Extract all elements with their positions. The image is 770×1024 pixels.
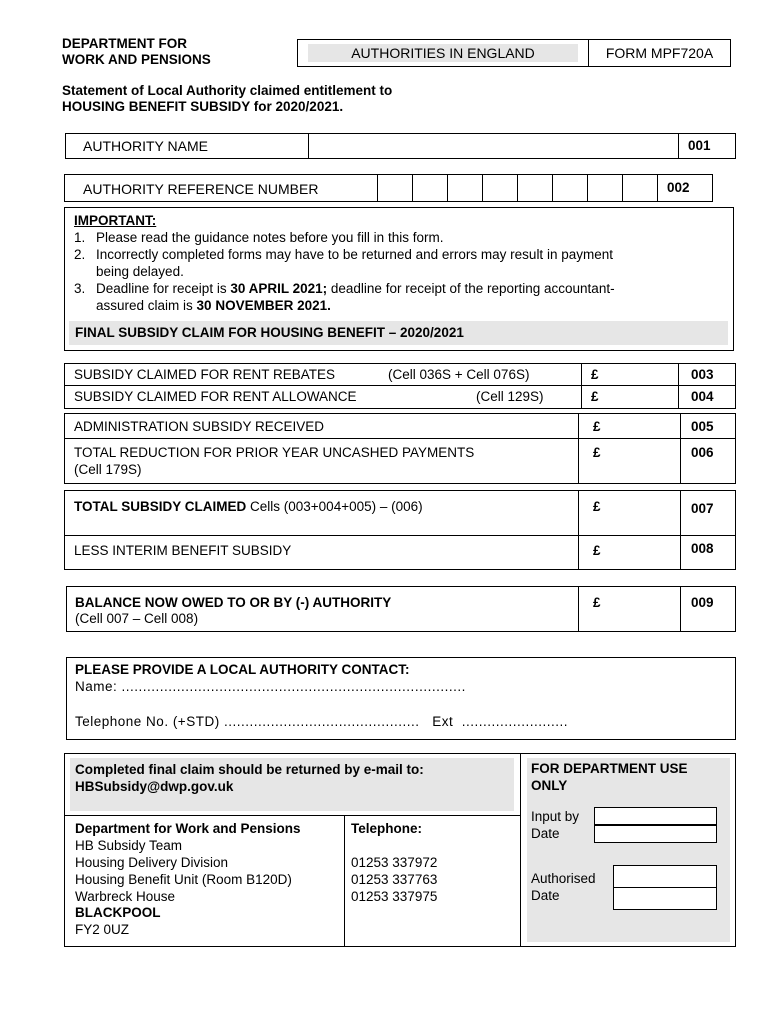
- department-title-line1: DEPARTMENT FOR: [62, 36, 187, 51]
- admin-subsidy-table: [64, 413, 736, 484]
- important-item-3-line2: assured claim is 30 NOVEMBER 2021.: [96, 298, 331, 313]
- currency-symbol: £: [591, 367, 599, 382]
- row-004-label: SUBSIDY CLAIMED FOR RENT ALLOWANCE: [74, 389, 357, 404]
- contact-telephone-field[interactable]: Telephone No. (+STD) .............................................. Ext .........................: [75, 714, 569, 729]
- row-009-label-line2: (Cell 007 – Cell 008): [75, 611, 199, 626]
- telephone-number: 01253 337763: [351, 872, 438, 887]
- address-line: Housing Benefit Unit (Room B120D): [75, 872, 292, 887]
- contact-name-field[interactable]: Name: .................................................................................: [75, 679, 466, 694]
- statement-line2: HOUSING BENEFIT SUBSIDY for 2020/2021.: [62, 99, 344, 114]
- address-postcode: FY2 0UZ: [75, 922, 130, 937]
- ref-digit-box[interactable]: [623, 175, 657, 201]
- contact-box: [66, 657, 736, 740]
- important-title: IMPORTANT:: [74, 213, 157, 228]
- cell-003: 003: [691, 367, 714, 382]
- telephone-number: 01253 337975: [351, 889, 438, 904]
- authority-ref-label: AUTHORITY REFERENCE NUMBER: [83, 181, 319, 197]
- cell-006: 006: [691, 445, 714, 460]
- input-by-label: Input by: [531, 809, 580, 824]
- row-009-amount-input[interactable]: [605, 587, 679, 631]
- department-use-title-line2: ONLY: [531, 778, 568, 793]
- row-006-amount-input[interactable]: [605, 439, 679, 483]
- authority-name-label: AUTHORITY NAME: [83, 138, 208, 154]
- cell-001: 001: [688, 138, 711, 153]
- important-item-3-line1: Deadline for receipt is 30 APRIL 2021; deadline for receipt of the reporting accountant-: [96, 281, 615, 296]
- row-004-cells: (Cell 129S): [476, 389, 544, 404]
- address-title: Department for Work and Pensions: [75, 821, 301, 836]
- rent-subsidy-table: [64, 363, 736, 409]
- interim-subsidy-row: [64, 535, 736, 570]
- email-address[interactable]: HBSubsidy@dwp.gov.uk: [75, 779, 234, 794]
- address-line: HB Subsidy Team: [75, 838, 183, 853]
- authorised-date-label: Date: [531, 888, 560, 903]
- email-banner: [70, 758, 514, 811]
- ref-digit-box[interactable]: [518, 175, 552, 201]
- final-claim-title: FINAL SUBSIDY CLAIM FOR HOUSING BENEFIT – 2020/2021: [75, 325, 464, 340]
- item-number: 3.: [74, 281, 86, 296]
- row-006-label-line2: (Cell 179S): [74, 462, 142, 477]
- authorities-box: [297, 39, 589, 67]
- currency-symbol: £: [593, 419, 601, 434]
- contact-title: PLEASE PROVIDE A LOCAL AUTHORITY CONTACT:: [75, 662, 410, 677]
- telephone-title: Telephone:: [351, 821, 423, 836]
- address-line: Housing Delivery Division: [75, 855, 229, 870]
- item-number: 2.: [74, 247, 86, 262]
- return-info-box: [64, 753, 736, 947]
- authority-ref-row: [64, 174, 713, 202]
- ref-digit-box[interactable]: [553, 175, 587, 201]
- cell-004: 004: [691, 389, 714, 404]
- row-007-label: TOTAL SUBSIDY CLAIMED Cells (003+004+005) – (006): [74, 499, 423, 514]
- row-003-amount-input[interactable]: [603, 364, 677, 385]
- authorised-date-field[interactable]: [613, 887, 717, 910]
- balance-row: [66, 586, 736, 632]
- authorities-label: AUTHORITIES IN ENGLAND: [351, 45, 535, 61]
- form-code-box: [588, 39, 731, 67]
- address-line: Warbreck House: [75, 889, 176, 904]
- ref-digit-box[interactable]: [378, 175, 412, 201]
- cell-008: 008: [691, 541, 714, 556]
- final-claim-banner: [69, 321, 728, 345]
- department-use-title-line1: FOR DEPARTMENT USE: [531, 761, 688, 776]
- important-item-2-line2: being delayed.: [96, 264, 184, 279]
- telephone-number: 01253 337972: [351, 855, 438, 870]
- total-subsidy-row: [64, 490, 736, 536]
- important-item-1: Please read the guidance notes before you fill in this form.: [96, 230, 444, 245]
- input-date-label: Date: [531, 826, 560, 841]
- input-by-field[interactable]: [594, 807, 717, 825]
- currency-symbol: £: [591, 389, 599, 404]
- ref-digit-box[interactable]: [483, 175, 517, 201]
- cell-007: 007: [691, 501, 714, 516]
- email-instruction: Completed final claim should be returned by e-mail to:: [75, 762, 424, 777]
- currency-symbol: £: [593, 499, 601, 514]
- department-use-panel: [527, 758, 730, 942]
- row-009-label-line1: BALANCE NOW OWED TO OR BY (-) AUTHORITY: [75, 595, 392, 610]
- currency-symbol: £: [593, 445, 601, 460]
- row-003-label: SUBSIDY CLAIMED FOR RENT REBATES: [74, 367, 336, 382]
- row-007-amount-input[interactable]: [605, 491, 679, 535]
- item-number: 1.: [74, 230, 86, 245]
- form-code: FORM MPF720A: [605, 45, 714, 61]
- authorised-label: Authorised: [531, 871, 596, 886]
- row-005-amount-input[interactable]: [605, 414, 679, 438]
- currency-symbol: £: [593, 595, 601, 610]
- cell-005: 005: [691, 419, 714, 434]
- address-city: BLACKPOOL: [75, 905, 161, 920]
- ref-digit-box[interactable]: [448, 175, 482, 201]
- ref-digit-box[interactable]: [413, 175, 447, 201]
- department-title-line2: WORK AND PENSIONS: [62, 52, 211, 67]
- input-date-field[interactable]: [594, 825, 717, 843]
- authority-name-input[interactable]: [309, 134, 678, 158]
- important-box: [64, 207, 734, 351]
- row-004-amount-input[interactable]: [603, 386, 677, 408]
- authorised-field[interactable]: [613, 865, 717, 888]
- row-003-cells: (Cell 036S + Cell 076S): [388, 367, 530, 382]
- cell-002: 002: [667, 180, 690, 195]
- important-item-2-line1: Incorrectly completed forms may have to be returned and errors may result in payment: [96, 247, 613, 262]
- cell-009: 009: [691, 595, 714, 610]
- currency-symbol: £: [593, 543, 601, 558]
- ref-digit-box[interactable]: [588, 175, 622, 201]
- statement-line1: Statement of Local Authority claimed entitlement to: [62, 83, 393, 98]
- row-008-label: LESS INTERIM BENEFIT SUBSIDY: [74, 543, 292, 558]
- row-006-label-line1: TOTAL REDUCTION FOR PRIOR YEAR UNCASHED PAYMENTS: [74, 445, 475, 460]
- authority-name-row: [65, 133, 736, 159]
- row-005-label: ADMINISTRATION SUBSIDY RECEIVED: [74, 419, 325, 434]
- row-008-amount-input[interactable]: [605, 536, 679, 569]
